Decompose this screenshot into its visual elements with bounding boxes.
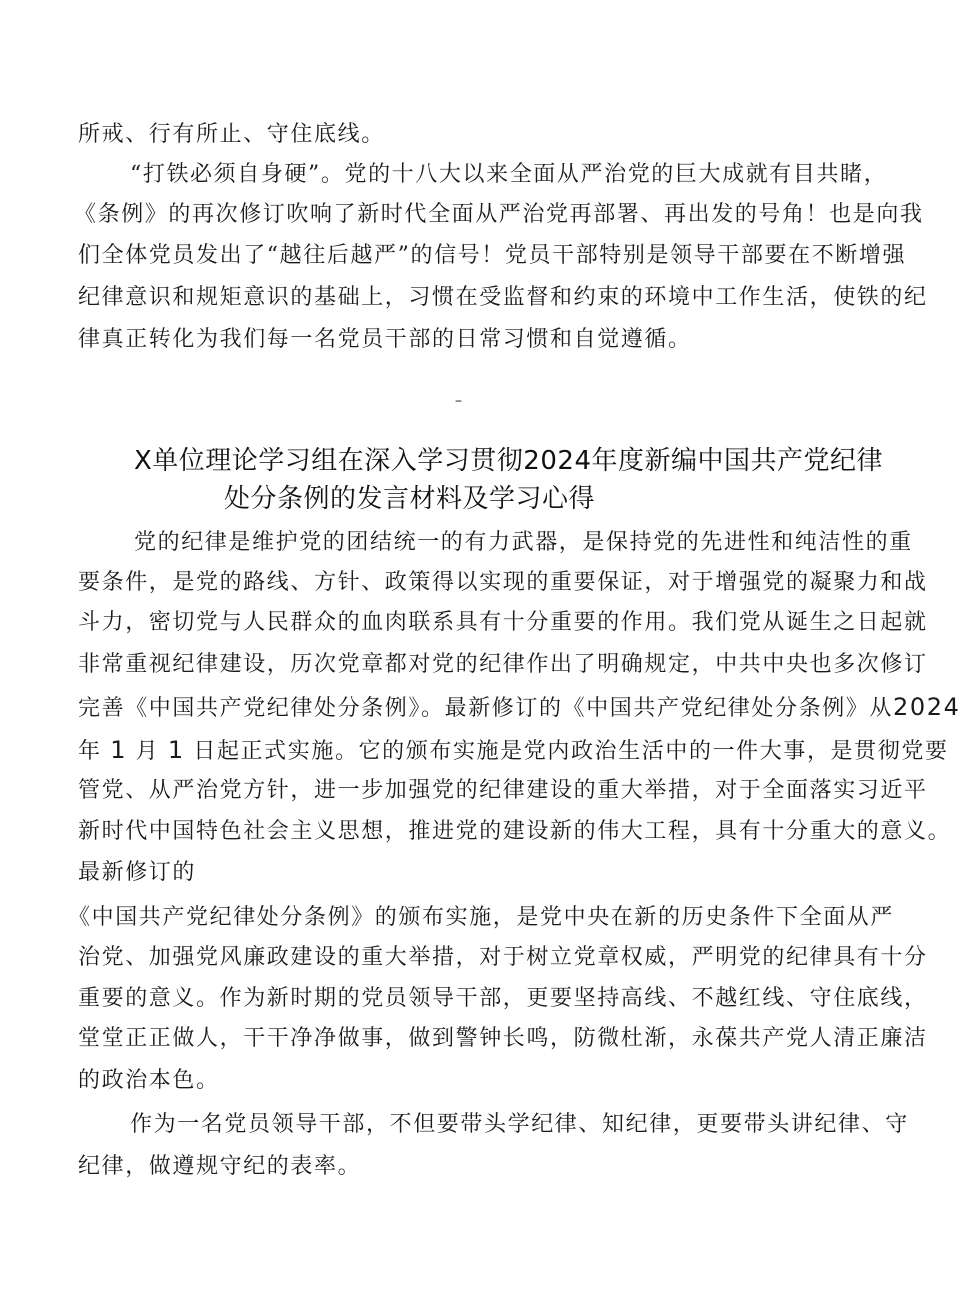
document-title-line-1: X单位理论学习组在深入学习贯彻2024年度新编中国共产党纪律 (134, 446, 883, 476)
text-segment: 日起正式实施。它的颁布实施是党内政治生活中的一件大事，是贯彻党要 (193, 739, 949, 764)
text-line (78, 735, 949, 767)
text-line: 斗力，密切党与人民群众的血肉联系具有十分重要的作用。我们党从诞生之日起就 (78, 610, 928, 635)
text-line: 《条例》的再次修订吹响了新时代全面从严治党再部署、再出发的号角！也是向我 (74, 202, 924, 227)
text-line: 非常重视纪律建设，历次党章都对党的纪律作出了明确规定，中共中央也多次修订 (78, 652, 928, 677)
text-line: 纪律意识和规矩意识的基础上，习惯在受监督和约束的环境中工作生活，使铁的纪 (78, 285, 928, 310)
text-line (78, 692, 961, 724)
section-mark: – (455, 393, 464, 409)
text-line: 《中国共产党纪律处分条例》的颁布实施，是党中央在新的历史条件下全面从严 (68, 905, 895, 930)
text-line: 新时代中国特色社会主义思想，推进党的建设新的伟大工程，具有十分重大的意义。 (78, 819, 952, 844)
text-line: 的政治本色。 (78, 1068, 220, 1093)
text-line: 纪律，做遵规守纪的表率。 (78, 1154, 362, 1179)
text-line: 律真正转化为我们每一名党员干部的日常习惯和自觉遵循。 (78, 327, 692, 352)
text-line: 所戒、行有所止、守住底线。 (78, 122, 385, 147)
text-segment: 完善《中国共产党纪律处分条例》。最新修订的《中国共产党纪律处分条例》从 (78, 696, 894, 721)
text-line: 管党、从严治党方针，进一步加强党的纪律建设的重大举措，对于全面落实习近平 (78, 778, 928, 803)
text-segment: 月 (135, 739, 160, 764)
text-segment: 年 (78, 739, 102, 764)
text-line: 要条件，是党的路线、方针、政策得以实现的重要保证，对于增强党的凝聚力和战 (78, 570, 928, 595)
document-title-line-2: 处分条例的发言材料及学习心得 (224, 484, 596, 514)
day-number: 1 (167, 736, 185, 764)
text-line: “打铁必须自身硬”。党的十八大以来全面从严治党的巨大成就有目共睹， (130, 162, 888, 187)
text-line: 们全体党员发出了“越往后越严”的信号！党员干部特别是领导干部要在不断增强 (78, 243, 907, 268)
text-line: 作为一名党员领导干部，不但要带头学纪律、知纪律，更要带头讲纪律、守 (130, 1112, 909, 1137)
text-line: 最新修订的 (78, 860, 197, 885)
text-line: 堂堂正正做人，干干净净做事，做到警钟长鸣，防微杜渐，永葆共产党人清正廉洁 (78, 1026, 928, 1051)
text-line: 党的纪律是维护党的团结统一的有力武器，是保持党的先进性和纯洁性的重 (134, 530, 913, 555)
year-number: 2024 (893, 693, 961, 721)
month-number: 1 (110, 736, 128, 764)
text-line: 重要的意义。作为新时期的党员领导干部，更要坚持高线、不越红线、守住底线， (78, 986, 928, 1011)
text-line: 治党、加强党风廉政建设的重大举措，对于树立党章权威，严明党的纪律具有十分 (78, 945, 928, 970)
